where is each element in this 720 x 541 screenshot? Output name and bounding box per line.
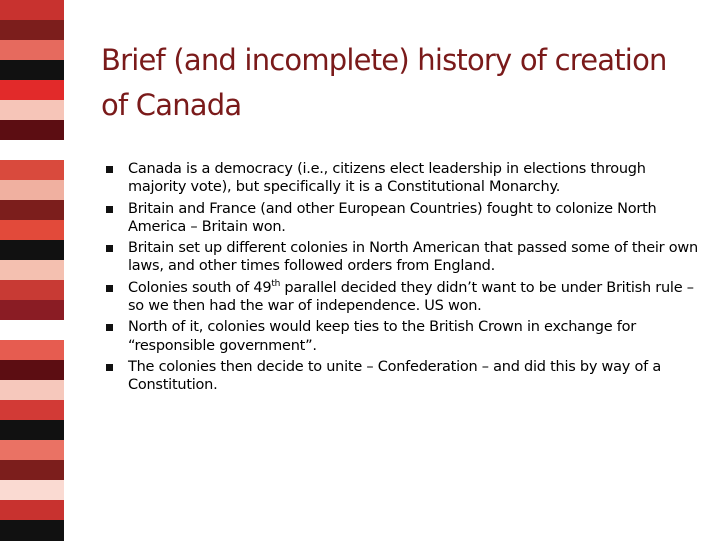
bullet-item [108, 318, 700, 355]
stripe-segment [0, 40, 64, 61]
stripe-segment [0, 140, 64, 161]
square-bullet-icon [106, 324, 113, 331]
square-bullet-icon [106, 206, 113, 213]
slide-title: Brief (and incomplete) history of creation of Canada [101, 43, 667, 122]
bullet-text: Britain set up different colonies in North American that passed some of their own laws, and other times followed orders from England. [128, 240, 698, 275]
stripe-segment [0, 360, 64, 381]
stripe-segment [0, 180, 64, 201]
stripe-segment [0, 500, 64, 521]
stripe-segment [0, 440, 64, 461]
bullet-item [108, 200, 700, 237]
square-bullet-icon [106, 245, 113, 252]
stripe-segment [0, 200, 64, 221]
bullet-text-end: parallel decided they didn’t want to be under British rule – so we then had the war of independence. US won. [128, 279, 694, 315]
square-bullet-icon [106, 166, 113, 173]
stripe-segment [0, 280, 64, 301]
bullet-item [108, 160, 700, 197]
stripe-segment [0, 160, 64, 181]
stripe-segment [0, 80, 64, 101]
stripe-segment [0, 420, 64, 441]
stripe-segment [0, 20, 64, 41]
bullet-list [108, 160, 700, 395]
square-bullet-icon [106, 285, 113, 292]
bullet-item [108, 239, 700, 276]
stripe-segment [0, 0, 64, 21]
stripe-segment [0, 260, 64, 281]
ordinal-superscript: th [271, 278, 281, 289]
stripe-segment [0, 100, 64, 121]
bullet-text-start: Colonies south of 49 [128, 279, 272, 296]
bullet-text: Britain and France (and other European Countries) fought to colonize North America – Britain won. [128, 200, 657, 235]
bullet-item [108, 279, 700, 316]
stripe-segment [0, 380, 64, 401]
square-bullet-icon [106, 364, 113, 371]
stripe-segment [0, 520, 64, 541]
bullet-text: Canada is a democracy (i.e., citizens elect leadership in elections through majority vote), but specifically it is a Constitutional Monarchy. [128, 161, 646, 196]
bullet-text: The colonies then decide to unite – Confederation – and did this by way of a Constitution. [128, 358, 661, 394]
stripe-segment [0, 60, 64, 81]
stripe-segment [0, 220, 64, 241]
stripe-segment [0, 320, 64, 341]
stripe-segment [0, 300, 64, 321]
stripe-segment [0, 400, 64, 421]
stripe-segment [0, 240, 64, 261]
bullet-text [128, 280, 694, 314]
stripe-segment [0, 460, 64, 481]
stripe-segment [0, 340, 64, 361]
stripe-segment [0, 120, 64, 141]
bullet-text: North of it, colonies would keep ties to the British Crown in exchange for “responsible government”. [128, 319, 636, 354]
stripe-segment [0, 480, 64, 501]
decorative-stripe-bar [0, 0, 64, 540]
bullet-item [108, 358, 700, 395]
